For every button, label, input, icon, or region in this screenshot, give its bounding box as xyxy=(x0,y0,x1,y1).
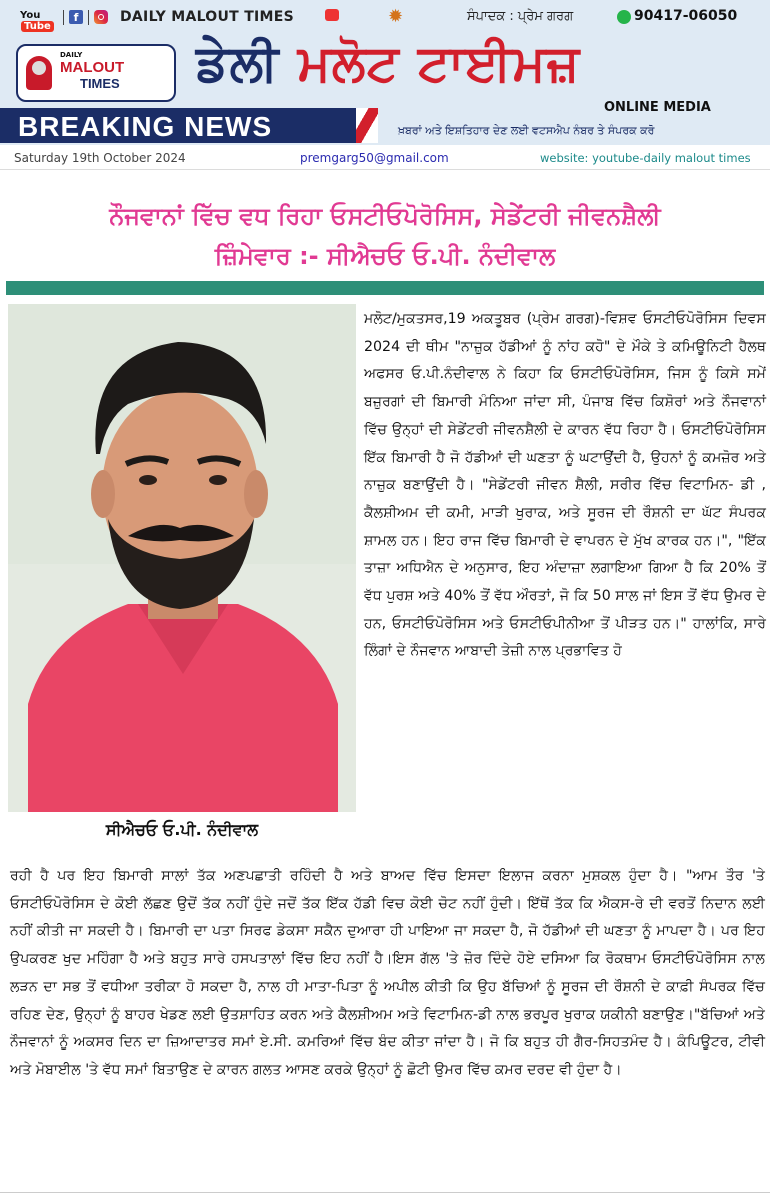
online-media-label: ONLINE MEDIA xyxy=(604,100,711,115)
contact-email[interactable]: premgarg50@gmail.com xyxy=(300,151,449,165)
photo-caption: ਸੀਐਚਓ ਓ.ਪੀ. ਨੰਦੀਵਾਲ xyxy=(105,820,259,839)
phone-number[interactable]: 90417-06050 xyxy=(634,8,738,24)
headline-line-1: ਨੌਜਵਾਨਾਂ ਵਿੱਚ ਵਧ ਰਿਹਾ ਓਸਟੀਓਪੋਰੋਸਿਸ, ਸੇਡੇਂਟਰੀ ਜੀਵਨਸ਼ੈਲੀ xyxy=(109,202,661,230)
masthead xyxy=(0,0,770,145)
masthead-title-part1: ਡੇਲੀ xyxy=(196,34,298,92)
bottom-rule xyxy=(0,1192,770,1193)
logo-malout-text: MALOUT xyxy=(60,59,125,76)
article-headline xyxy=(10,196,760,276)
youtube-icon[interactable] xyxy=(20,10,60,32)
khanda-emblem-icon: ✹ xyxy=(388,6,404,27)
date-bar xyxy=(0,145,770,170)
breaking-news-label: BREAKING NEWS xyxy=(18,111,273,142)
brand-logo[interactable] xyxy=(16,44,176,102)
headline-divider xyxy=(6,281,764,295)
microphone-icon xyxy=(26,56,52,90)
whatsapp-tagline: ਖ਼ਬਰਾਂ ਅਤੇ ਇਸ਼ਤਿਹਾਰ ਦੇਣ ਲਈ ਵਟਸਐਪ ਨੰਬਰ ਤੇ ਸੰਪਰਕ ਕਰੋ xyxy=(398,124,655,137)
top-bar xyxy=(0,0,770,32)
masthead-title xyxy=(196,34,580,93)
instagram-icon[interactable] xyxy=(94,10,108,24)
chat-icon xyxy=(325,9,339,21)
banner-stripe xyxy=(356,108,378,143)
facebook-icon[interactable]: f xyxy=(69,10,83,24)
article-body-column: ਮਲੋਟ/ਮੁਕਤਸਰ,19 ਅਕਤੂਬਰ (ਪ੍ਰੇਮ ਗਰਗ)-ਵਿਸ਼ਵ ਓਸਟੀਓਪੋਰੋਸਿਸ ਦਿਵਸ 2024 ਦੀ ਥੀਮ "ਨਾਜ਼ੁਕ ਹੱਡੀਆਂ ਨੂੰ ਨਾਂਹ ਕਹੋ" ਦੇ ਮੌਕੇ ਤੇ ਕਮਿਊਨਿਟੀ ਹੈਲਥ ਅਫਸਰ ਓ.ਪੀ.ਨੰਦੀਵਾਲ ਨੇ ਕਿਹਾ ਕਿ ਓਸਟੀਓਪੋਰੋਸਿਸ, ਜਿਸ ਨੂੰ ਕਿਸੇ ਸਮੇਂ ਬਜ਼ੁਰਗਾਂ ਦੀ ਬਿਮਾਰੀ ਮੰਨਿਆ ਜਾਂਦਾ ਸੀ, ਪੰਜਾਬ ਵਿੱਚ ਕਿਸ਼ੋਰਾਂ ਅਤੇ ਨੌਜਵਾਨਾਂ ਵਿੱਚ ਉਨ੍ਹਾਂ ਦੀ ਸੇਡੇਂਟਰੀ ਜੀਵਨਸ਼ੈਲੀ ਦੇ ਕਾਰਨ ਵੱਧ ਰਿਹਾ ਹੈ। ਓਸਟੀਓਪੋਰੋਸਿਸ ਇੱਕ ਬਿਮਾਰੀ ਹੈ ਜੋ ਹੱਡੀਆਂ ਦੀ ਘਣਤਾ ਨੂੰ ਘਟਾਉਂਦੀ ਹੈ, ਉਹਨਾਂ ਨੂੰ ਕਮਜ਼ੋਰ ਅਤੇ ਨਾਜ਼ੁਕ ਬਣਾਉਂਦੀ ਹੈ। "ਸੇਡੇਂਟਰੀ ਜੀਵਨ ਸ਼ੈਲੀ, ਸਰੀਰ ਵਿੱਚ ਵਿਟਾਮਿਨ- ਡੀ , ਕੈਲਸ਼ੀਅਮ ਦੀ ਕਮੀ, ਮਾੜੀ ਖੁਰਾਕ, ਅਤੇ ਸੂਰਜ ਦੀ ਰੌਸ਼ਨੀ ਦਾ ਘੱਟ ਸੰਪਰਕ ਸ਼ਾਮਲ ਹਨ। ਇਹ ਰਾਜ ਵਿੱਚ ਬਿਮਾਰੀ ਦੇ ਵਾਪਰਨ ਦੇ ਮੁੱਖ ਕਾਰਕ ਹਨ।", "ਇੱਕ ਤਾਜ਼ਾ ਅਧਿਐਨ ਦੇ ਅਨੁਸਾਰ, ਇਹ ਅੰਦਾਜ਼ਾ ਲਗਾਇਆ ਗਿਆ ਹੈ ਕਿ 20% ਤੋਂ ਵੱਧ ਪੁਰਸ਼ ਅਤੇ 40% ਤੋਂ ਵੱਧ ਔਰਤਾਂ, ਜੋ ਕਿ 50 ਸਾਲ ਜਾਂ ਇਸ ਤੋਂ ਵੱਧ ਉਮਰ ਦੇ ਹਨ, ਓਸਟੀਓਪੋਰੋਸਿਸ ਅਤੇ ਓਸਟੀਓਪੀਨੀਆ ਤੋਂ ਪੀੜਤ ਹਨ।" ਹਾਲਾਂਕਿ, ਸਾਰੇ ਲਿੰਗਾਂ ਦੇ ਨੌਜਵਾਨ ਆਬਾਦੀ ਤੇਜ਼ੀ ਨਾਲ ਪ੍ਰਭਾਵਿਤ ਹੋ xyxy=(364,311,766,660)
masthead-title-part2: ਮਲੋਟ ਟਾਈਮਜ਼ xyxy=(297,34,581,92)
publication-date: Saturday 19th October 2024 xyxy=(14,151,186,165)
whatsapp-icon xyxy=(617,10,631,24)
brand-name-small: DAILY MALOUT TIMES xyxy=(120,9,295,25)
breaking-news-banner xyxy=(0,108,364,143)
editor-name: ਸੰਪਾਦਕ : ਪ੍ਰੇਮ ਗਰਗ xyxy=(467,9,574,24)
article-body-full: ਰਹੀ ਹੈ ਪਰ ਇਹ ਬਿਮਾਰੀ ਸਾਲਾਂ ਤੱਕ ਅਣਪਛਾਤੀ ਰਹਿੰਦੀ ਹੈ ਅਤੇ ਬਾਅਦ ਵਿੱਚ ਇਸਦਾ ਇਲਾਜ ਕਰਨਾ ਮੁਸ਼ਕਲ ਹੁੰਦਾ ਹੈ। "ਆਮ ਤੌਰ 'ਤੇ ਓਸਟੀਓਪੋਰੋਸਿਸ ਦੇ ਕੋਈ ਲੱਛਣ ਉਦੋਂ ਤੱਕ ਨਹੀਂ ਹੁੰਦੇ ਜਦੋਂ ਤੱਕ ਇੱਕ ਹੱਡੀ ਵਿਚ ਕੋਈ ਚੋਟ ਨਹੀਂ ਹੁੰਦੀ। ਇੱਥੋਂ ਤੱਕ ਕਿ ਐਕਸ-ਰੇ ਦੀ ਵਰਤੋਂ ਨਿਦਾਨ ਲਈ ਨਹੀਂ ਕੀਤੀ ਜਾ ਸਕਦੀ ਹੈ। ਬਿਮਾਰੀ ਦਾ ਪਤਾ ਸਿਰਫ ਡੇਕਸਾ ਸਕੈਨ ਦੁਆਰਾ ਹੀ ਪਾਇਆ ਜਾ ਸਕਦਾ ਹੈ, ਜੋ ਹੱਡੀਆਂ ਦੀ ਘਣਤਾ ਨੂੰ ਮਾਪਦਾ ਹੈ। ਪਰ ਇਹ ਉਪਕਰਣ ਖੁਦ ਮਹਿੰਗਾ ਹੈ ਅਤੇ ਬਹੁਤ ਸਾਰੇ ਹਸਪਤਾਲਾਂ ਵਿੱਚ ਇਹ ਨਹੀਂ ਹੈ।ਇਸ ਗੱਲ 'ਤੇ ਜ਼ੋਰ ਦਿੰਦੇ ਹੋਏ ਦਸਿਆ ਕਿ ਰੋਕਥਾਮ ਓਸਟੀਓਪੋਰੋਸਿਸ ਨਾਲ ਲੜਨ ਦਾ ਸਭ ਤੋਂ ਵਧੀਆ ਤਰੀਕਾ ਹੋ ਸਕਦਾ ਹੈ, ਨਾਲ ਹੀ ਮਾਤਾ-ਪਿਤਾ ਨੂੰ ਅਪੀਲ ਕੀਤੀ ਕਿ ਉਹ ਬੱਚਿਆਂ ਨੂੰ ਸੂਰਜ ਦੀ ਰੌਸ਼ਨੀ ਦੇ ਕਾਫ਼ੀ ਸੰਪਰਕ ਵਿੱਚ ਰਹਿਣ ਦੇਣ, ਉਨ੍ਹਾਂ ਨੂੰ ਬਾਹਰ ਖੇਡਣ ਲਈ ਉਤਸ਼ਾਹਿਤ ਕਰਨ ਅਤੇ ਕੈਲਸ਼ੀਅਮ ਅਤੇ ਵਿਟਾਮਿਨ-ਡੀ ਨਾਲ ਭਰਪੂਰ ਖੁਰਾਕ ਯਕੀਨੀ ਬਣਾਉਣ।"ਬੱਚਿਆਂ ਅਤੇ ਨੌਜਵਾਨਾਂ ਨੂੰ ਅਕਸਰ ਦਿਨ ਦਾ ਜ਼ਿਆਦਾਤਰ ਸਮਾਂ ਏ.ਸੀ. ਕਮਰਿਆਂ ਵਿੱਚ ਬੰਦ ਕੀਤਾ ਜਾਂਦਾ ਹੈ। ਜੋ ਕਿ ਬਹੁਤ ਹੀ ਗੈਰ-ਸਿਹਤਮੰਦ ਹੈ। ਕੰਪਿਊਟਰ, ਟੀਵੀ ਅਤੇ ਮੋਬਾਈਲ 'ਤੇ ਵੱਧ ਸਮਾਂ ਬਿਤਾਉਣ ਦੇ ਕਾਰਨ ਗਲਤ ਆਸਣ ਕਰਕੇ ਉਨ੍ਹਾਂ ਨੂੰ ਛੋਟੀ ਉਮਰ ਵਿੱਚ ਕਮਰ ਦਰਦ ਵੀ ਹੁੰਦਾ ਹੈ। xyxy=(10,868,765,1078)
logo-times-text: TIMES xyxy=(80,76,120,91)
logo-daily-text: DAILY xyxy=(60,51,83,59)
youtube-label: You xyxy=(20,10,41,21)
youtube-tube-label: Tube xyxy=(21,21,54,32)
divider xyxy=(63,10,64,25)
portrait-photo xyxy=(8,304,356,812)
website-link[interactable]: website: youtube-daily malout times xyxy=(540,151,751,165)
headline-line-2: ਜ਼ਿੰਮੇਵਾਰ :- ਸੀਐਚਓ ਓ.ਪੀ. ਨੰਦੀਵਾਲ xyxy=(214,242,556,270)
divider xyxy=(88,10,89,25)
